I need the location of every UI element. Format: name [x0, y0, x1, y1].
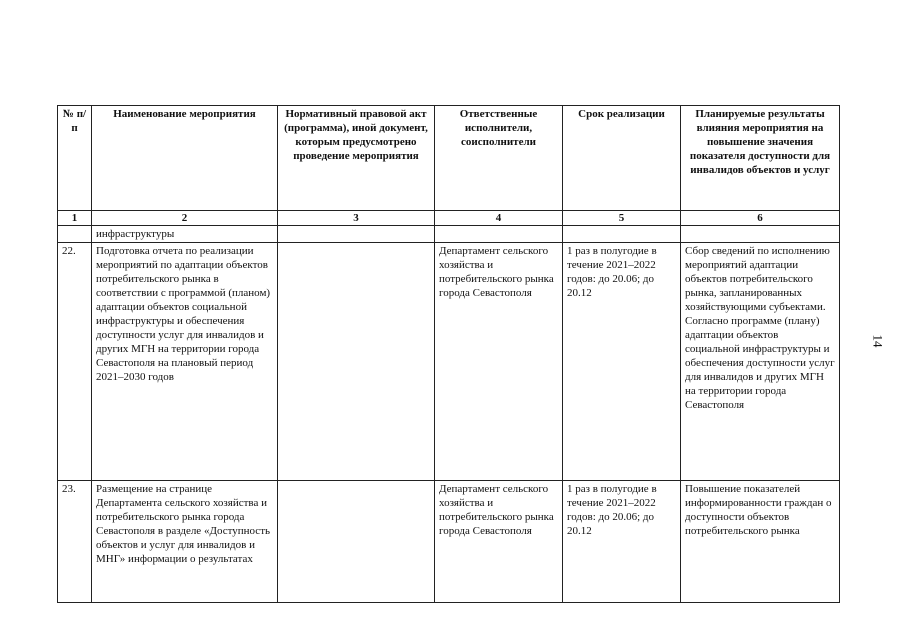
header-col-number: № п/п [58, 106, 92, 211]
column-number-row [58, 211, 840, 226]
measures-table [57, 105, 840, 603]
row-term: 1 раз в полугодие в течение 2021–2022 годов: до 20.06; до 20.12 [563, 481, 681, 603]
column-number: 1 [58, 211, 92, 226]
row-name: Подготовка отчета по реализации мероприятий по адаптации объектов потребительского рынка в соответствии с программой (планом) адаптации объектов социальной инфраструктуры и обеспечения доступности услуг для инвалидов и других МГН на территории города Севастополя на плановый период 2021–2030 годов [92, 243, 278, 481]
row-act [278, 481, 435, 603]
column-number: 4 [435, 211, 563, 226]
header-col-name: Наименование мероприятия [92, 106, 278, 211]
header-col-act: Нормативный правовой акт (программа), иной документ, которым предусмотрено проведение мероприятия [278, 106, 435, 211]
continuation-row [58, 226, 840, 243]
row-number: 23. [58, 481, 92, 603]
page-number: 14 [870, 334, 886, 348]
header-row [58, 106, 840, 211]
column-number: 3 [278, 211, 435, 226]
row-result: Сбор сведений по исполнению мероприятий адаптации объектов потребительского рынка, запланированных хозяйствующими субъектами. Согласно программе (плану) адаптации объектов социальной инфраструктуры и обеспечения доступности услуг для инвалидов и других МГН на территории города Севастополя [681, 243, 840, 481]
table-row [58, 481, 840, 603]
header-col-responsible: Ответственные исполнители, соисполнители [435, 106, 563, 211]
row-result: Повышение показателей информированности граждан о доступности объектов потребительского рынка [681, 481, 840, 603]
row-term: 1 раз в полугодие в течение 2021–2022 годов: до 20.06; до 20.12 [563, 243, 681, 481]
continuation-text: инфраструктуры [92, 226, 278, 243]
column-number: 6 [681, 211, 840, 226]
row-number: 22. [58, 243, 92, 481]
header-col-term: Срок реализации [563, 106, 681, 211]
row-responsible: Департамент сельского хозяйства и потребительского рынка города Севастополя [435, 481, 563, 603]
table-row [58, 243, 840, 481]
column-number: 2 [92, 211, 278, 226]
row-responsible: Департамент сельского хозяйства и потребительского рынка города Севастополя [435, 243, 563, 481]
row-name: Размещение на странице Департамента сельского хозяйства и потребительского рынка города Севастополя в разделе «Доступность объектов и услуг для инвалидов и МНГ» информации о результатах [92, 481, 278, 603]
column-number: 5 [563, 211, 681, 226]
header-col-result: Планируемые результаты влияния мероприятия на повышение значения показателя доступности для инвалидов объектов и услуг [681, 106, 840, 211]
row-act [278, 243, 435, 481]
